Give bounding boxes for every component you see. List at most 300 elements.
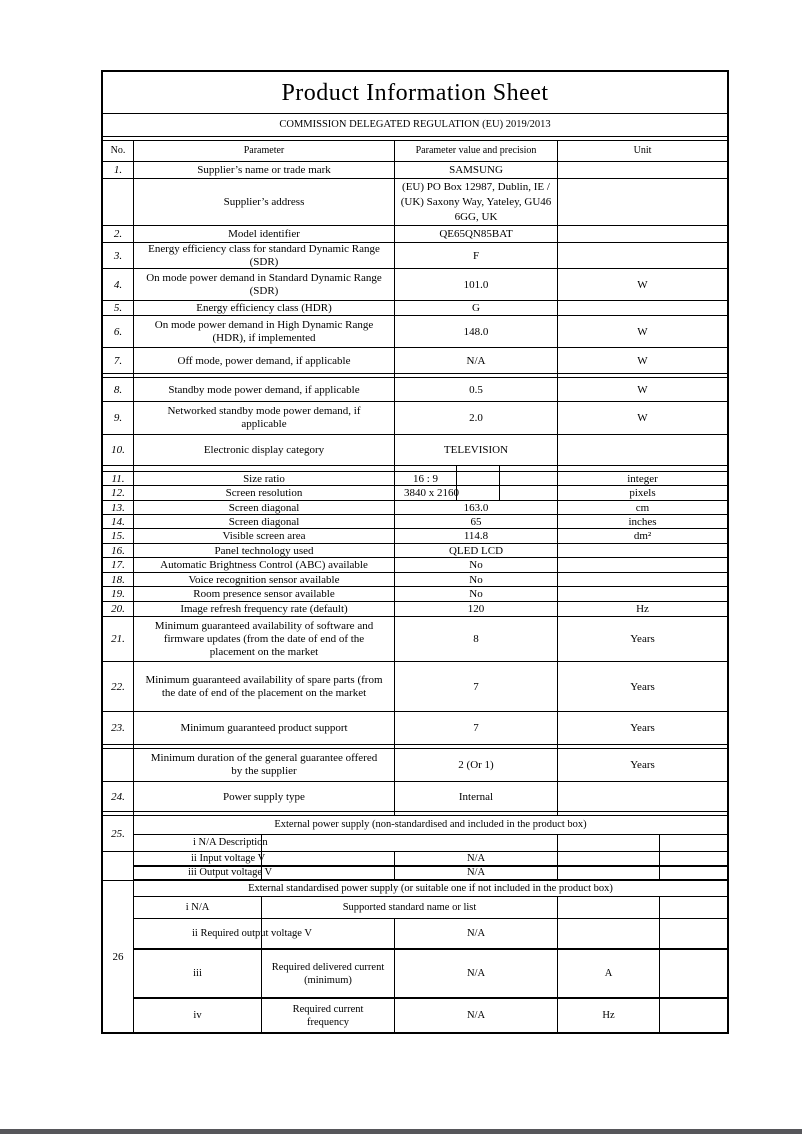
table-row [103, 316, 727, 348]
table-row [134, 835, 727, 852]
table-cell [395, 999, 558, 1032]
cell-text: 14. [111, 515, 125, 528]
product-info-table [101, 70, 729, 1034]
cell-text: 20. [111, 603, 125, 615]
table-cell [134, 301, 395, 315]
table-cell [500, 466, 558, 471]
table-cell [395, 316, 558, 347]
cell-text: Internal [458, 790, 494, 803]
table-cell [395, 662, 558, 711]
table-cell [558, 301, 727, 315]
table-cell [558, 243, 727, 268]
cell-text: W [637, 325, 648, 338]
table-cell [103, 472, 134, 485]
value-header [395, 141, 558, 161]
table-cell [134, 402, 395, 434]
table-cell [262, 852, 395, 865]
cell-text: Years [630, 722, 655, 734]
table-row [134, 950, 727, 999]
table-cell [395, 852, 558, 865]
table-row [103, 301, 727, 316]
cell-text: ii Input voltage V [191, 852, 266, 864]
table-cell [134, 602, 395, 616]
table-cell [558, 348, 727, 373]
cell-text: 101.0 [463, 278, 489, 291]
table-row [103, 587, 727, 602]
table-cell [103, 374, 134, 377]
table-cell [558, 515, 727, 528]
cell-text: 23. [111, 722, 125, 734]
table-row [103, 162, 727, 179]
cell-text: i N/A Description [193, 837, 268, 848]
table-cell [134, 316, 395, 347]
table-cell [134, 269, 395, 300]
cell-text: 21. [111, 633, 125, 645]
table-cell [262, 835, 558, 851]
table-cell [134, 662, 395, 711]
table-row [103, 573, 727, 587]
table-cell [262, 867, 395, 879]
cell-text: 6. [113, 325, 123, 338]
table-cell [395, 162, 558, 178]
cell-text: Minimum guaranteed availability of software and firmware updates (from the date of end of the placement on the market [154, 619, 374, 658]
table-cell [395, 712, 558, 744]
table-cell [103, 558, 134, 572]
cell-text: No [469, 573, 483, 586]
cell-text: 0.5 [469, 383, 483, 396]
table-cell [395, 573, 558, 586]
table-cell [103, 617, 134, 661]
table-cell [134, 782, 395, 811]
table-cell [134, 162, 395, 178]
table-cell [134, 558, 395, 572]
table-cell [134, 348, 395, 373]
table-cell [558, 269, 727, 300]
table-cell [103, 348, 134, 373]
table-cell [134, 999, 262, 1032]
cell-text: Screen resolution [225, 487, 303, 499]
table-cell [103, 179, 134, 225]
table-cell [395, 919, 558, 948]
table-cell [395, 269, 558, 300]
cell-text: 10. [111, 444, 125, 456]
table-cell [134, 919, 312, 948]
table-cell [395, 226, 558, 242]
power-supply-section [103, 816, 727, 1032]
cell-text: Supplier’s address [223, 196, 305, 208]
table-cell [558, 897, 660, 918]
cell-text: Energy efficiency class (HDR) [196, 302, 332, 314]
table-cell [558, 402, 727, 434]
table-cell [134, 529, 395, 543]
section-header-row [134, 881, 727, 897]
cell-text: 7 [473, 680, 479, 693]
cell-text: W [637, 383, 648, 396]
cell-text: 120 [467, 603, 485, 615]
cell-text: Required delivered current (minimum) [271, 961, 385, 986]
cell-text: F [472, 249, 480, 262]
table-cell [134, 515, 395, 528]
table-cell [395, 486, 457, 500]
table-cell [134, 501, 395, 514]
table-cell [660, 835, 727, 851]
table-row [103, 515, 727, 529]
table-cell [558, 226, 727, 242]
table-cell [395, 617, 558, 661]
cell-text: SAMSUNG [449, 164, 503, 176]
table-cell [395, 867, 558, 879]
table-row [134, 897, 727, 919]
cell-text: 148.0 [463, 325, 489, 338]
table-cell [558, 812, 727, 815]
cell-text: Power supply type [223, 790, 305, 803]
cell-text: Energy efficiency class for standard Dynamic Range (SDR) [148, 242, 380, 268]
table-cell [103, 745, 134, 748]
table-cell [103, 466, 134, 471]
table-cell [134, 812, 395, 815]
table-cell [134, 617, 395, 661]
cell-text: QE65QN85BAT [439, 228, 513, 240]
table-cell [395, 950, 558, 997]
cell-text: 1. [113, 164, 123, 176]
table-cell [558, 544, 727, 557]
cell-text: Parameter value and precision [415, 145, 537, 156]
cell-text: Networked standby mode power demand, if applicable [167, 405, 361, 430]
cell-text: Minimum guaranteed product support [180, 722, 348, 734]
table-cell [558, 162, 727, 178]
table-cell [395, 243, 558, 268]
cell-text: No [469, 588, 483, 600]
cell-text: 9. [113, 412, 123, 424]
table-cell [457, 466, 500, 471]
cell-text: External power supply (non-standardised and included in the product box) [274, 819, 587, 830]
table-cell [558, 316, 727, 347]
cell-text: N/A [466, 967, 486, 979]
table-cell [134, 378, 395, 401]
table-cell [558, 867, 660, 879]
cell-text: Product Information Sheet [281, 79, 549, 106]
cell-text: 3. [113, 249, 123, 262]
table-cell [103, 501, 134, 514]
table-row [103, 226, 727, 243]
table-cell [103, 316, 134, 347]
table-cell [395, 812, 558, 815]
table-cell [134, 852, 266, 865]
table-cell [660, 999, 727, 1032]
cell-text: Minimum guaranteed availability of spare parts (from the date of end of the placement on the market [145, 673, 383, 699]
table-row [103, 348, 727, 374]
table-row [103, 435, 727, 466]
table-cell [103, 137, 727, 140]
cell-text: Minimum duration of the general guarantee offered by the supplier [150, 752, 378, 777]
main-table-rows [103, 72, 727, 816]
cell-text: i N/A [185, 901, 210, 913]
cell-text: 17. [111, 559, 125, 571]
table-cell [134, 749, 395, 781]
table-cell [558, 179, 727, 225]
section-number-cell [103, 881, 133, 1032]
cell-text: iii Output voltage V [188, 867, 273, 878]
table-cell [395, 558, 558, 572]
table-cell [134, 950, 262, 997]
cell-text: Screen diagonal [228, 501, 300, 514]
cell-text: 7. [113, 354, 123, 367]
table-row [103, 558, 727, 573]
cell-text: N/A [466, 867, 486, 878]
table-cell [660, 897, 727, 918]
table-row [134, 999, 727, 1032]
cell-text: Hz [602, 1009, 615, 1021]
table-cell [395, 374, 558, 377]
table-cell [134, 573, 395, 586]
table-cell [134, 486, 395, 500]
table-cell [558, 378, 727, 401]
table-cell [134, 835, 268, 851]
table-cell [103, 587, 134, 601]
table-cell [134, 179, 395, 225]
table-cell [395, 472, 457, 485]
table-cell [558, 835, 660, 851]
table-cell [103, 162, 134, 178]
table-row [103, 602, 727, 617]
table-cell [558, 617, 727, 661]
cell-text: N/A [466, 852, 486, 864]
cell-text: COMMISSION DELEGATED REGULATION (EU) 2019/2013 [279, 119, 551, 130]
regulation-subtitle [103, 114, 727, 136]
cell-text: 18. [111, 573, 125, 586]
cell-text: pixels [629, 487, 656, 499]
cell-text: Hz [636, 603, 649, 615]
table-cell [558, 712, 727, 744]
cell-text: Screen diagonal [228, 515, 300, 528]
column-header-row [103, 141, 727, 162]
cell-text: W [637, 278, 648, 291]
cell-text: 11. [111, 472, 125, 485]
cell-text: integer [627, 472, 658, 485]
table-cell [103, 812, 134, 815]
table-cell [660, 852, 727, 865]
no-header [103, 141, 134, 161]
cell-text: Standby mode power demand, if applicable [168, 383, 360, 396]
cell-text: iii [193, 967, 202, 979]
table-cell [134, 374, 395, 377]
table-cell [103, 749, 134, 781]
table-cell [395, 782, 558, 811]
cell-text: External standardised power supply (or suitable one if not included in the product box) [248, 882, 613, 894]
table-cell [262, 897, 558, 918]
cell-text: N/A [466, 927, 486, 939]
cell-text: Supplier’s name or trade mark [197, 164, 331, 176]
table-cell [103, 782, 134, 811]
table-cell [558, 587, 727, 601]
cell-text: Electronic display category [203, 444, 325, 456]
cell-text: W [637, 412, 648, 424]
cell-text: 16. [111, 544, 125, 557]
cell-text: N/A [466, 1009, 486, 1021]
table-row [103, 179, 727, 226]
cell-text: Size ratio [243, 472, 285, 485]
cell-text: Required current frequency [292, 1003, 364, 1028]
cell-text: Panel technology used [214, 544, 314, 557]
table-cell [134, 472, 395, 485]
section-header-row [134, 816, 727, 835]
table-cell [558, 374, 727, 377]
cell-text: ii Required output voltage V [192, 927, 312, 939]
cell-text: Voice recognition sensor available [188, 573, 340, 586]
table-row [134, 919, 727, 950]
table-cell [395, 179, 558, 225]
no-column [103, 816, 134, 1032]
cell-text: 4. [113, 278, 123, 291]
table-cell [500, 472, 558, 485]
table-cell [262, 999, 395, 1032]
table-cell [558, 573, 727, 586]
cell-text: iv [193, 1009, 202, 1021]
cell-text: On mode power demand in Standard Dynamic Range (SDR) [146, 271, 382, 297]
cell-text: Years [630, 633, 655, 645]
table-cell [103, 269, 134, 300]
table-cell [457, 486, 500, 500]
table-cell [134, 243, 395, 268]
table-cell [395, 435, 558, 465]
table-row [134, 867, 727, 881]
cell-text: Parameter [243, 145, 285, 156]
table-cell [558, 950, 660, 997]
cell-text: dm² [633, 530, 652, 542]
table-cell [103, 402, 134, 434]
table-cell [134, 587, 395, 601]
cell-text: TELEVISION [443, 444, 509, 456]
table-row [103, 402, 727, 435]
table-cell [395, 602, 558, 616]
cell-text: 2. [113, 228, 123, 240]
table-cell [558, 999, 660, 1032]
table-row [103, 712, 727, 745]
cell-text: 13. [111, 501, 125, 514]
cell-text: 24. [111, 790, 125, 803]
cell-text: 5. [113, 302, 123, 314]
cell-text: 2.0 [469, 412, 483, 424]
table-row [103, 782, 727, 812]
table-cell [134, 745, 395, 748]
table-cell [103, 602, 134, 616]
cell-text: Unit [633, 145, 652, 156]
table-cell [660, 950, 727, 997]
table-cell [134, 435, 395, 465]
cell-text: QLED LCD [448, 544, 504, 557]
cell-text: (EU) PO Box 12987, Dublin, IE / (UK) Saxony Way, Yateley, GU46 6GG, UK [400, 180, 552, 223]
table-cell [395, 402, 558, 434]
table-cell [134, 466, 395, 471]
table-cell [558, 852, 660, 865]
power-supply-rows [134, 816, 727, 1032]
cell-text: On mode power demand in High Dynamic Range (HDR), if implemented [154, 318, 374, 344]
cell-text: Years [630, 680, 655, 693]
table-cell [395, 301, 558, 315]
table-cell [395, 745, 558, 748]
table-cell [558, 558, 727, 572]
table-cell [457, 472, 500, 485]
cell-text: No. [110, 145, 126, 156]
cell-text: 22. [111, 680, 125, 693]
cell-text: 3840 x 2160 [404, 487, 459, 499]
table-cell [103, 226, 134, 242]
table-row [103, 486, 727, 501]
table-row [103, 378, 727, 402]
cell-text: 25. [111, 827, 125, 840]
cell-text: W [637, 354, 648, 367]
section-number-cell [103, 816, 133, 852]
table-cell [660, 919, 727, 948]
cell-text: 19. [111, 588, 125, 600]
unit-header [558, 141, 727, 161]
cell-text: Model identifier [228, 228, 300, 240]
cell-text: Supported standard name or list [342, 901, 477, 913]
table-cell [134, 867, 273, 879]
cell-text: Years [630, 759, 655, 771]
table-cell [558, 919, 660, 948]
table-row [103, 749, 727, 782]
cell-text: Off mode, power demand, if applicable [177, 354, 351, 367]
cell-text: 7 [473, 722, 479, 734]
cell-text: 8. [113, 383, 123, 396]
parameter-header [134, 141, 395, 161]
table-cell [395, 544, 558, 557]
table-cell [103, 301, 134, 315]
ext-power-supply-header [134, 816, 727, 834]
cell-text: 8 [473, 633, 479, 645]
cell-text: A [604, 967, 613, 979]
table-cell [262, 950, 395, 997]
table-cell [103, 544, 134, 557]
table-cell [103, 529, 134, 543]
table-row [134, 852, 727, 867]
table-cell [558, 529, 727, 543]
table-cell [558, 501, 727, 514]
cell-text: Room presence sensor available [193, 588, 335, 600]
section-number-cell [103, 852, 133, 881]
table-cell [395, 466, 457, 471]
bottom-edge-bar [0, 1129, 802, 1134]
table-cell [395, 587, 558, 601]
cell-text: 26 [112, 950, 124, 963]
table-row [103, 544, 727, 558]
cell-text: inches [628, 515, 657, 528]
table-row [103, 662, 727, 712]
table-cell [103, 243, 134, 268]
table-cell [558, 749, 727, 781]
table-cell [558, 435, 727, 465]
table-cell [500, 486, 558, 500]
table-cell [558, 602, 727, 616]
table-cell [558, 745, 727, 748]
table-row [103, 501, 727, 515]
table-cell [395, 749, 558, 781]
table-cell [103, 712, 134, 744]
cell-text: 16 : 9 [412, 472, 439, 485]
table-cell [103, 573, 134, 586]
cell-text: cm [635, 501, 650, 514]
cell-text: 15. [111, 530, 125, 542]
table-cell [558, 662, 727, 711]
table-cell [134, 226, 395, 242]
table-cell [103, 662, 134, 711]
table-cell [103, 378, 134, 401]
cell-text: 2 (Or 1) [458, 759, 494, 771]
table-cell [134, 897, 262, 918]
cell-text: G [472, 302, 480, 314]
table-cell [395, 515, 558, 528]
